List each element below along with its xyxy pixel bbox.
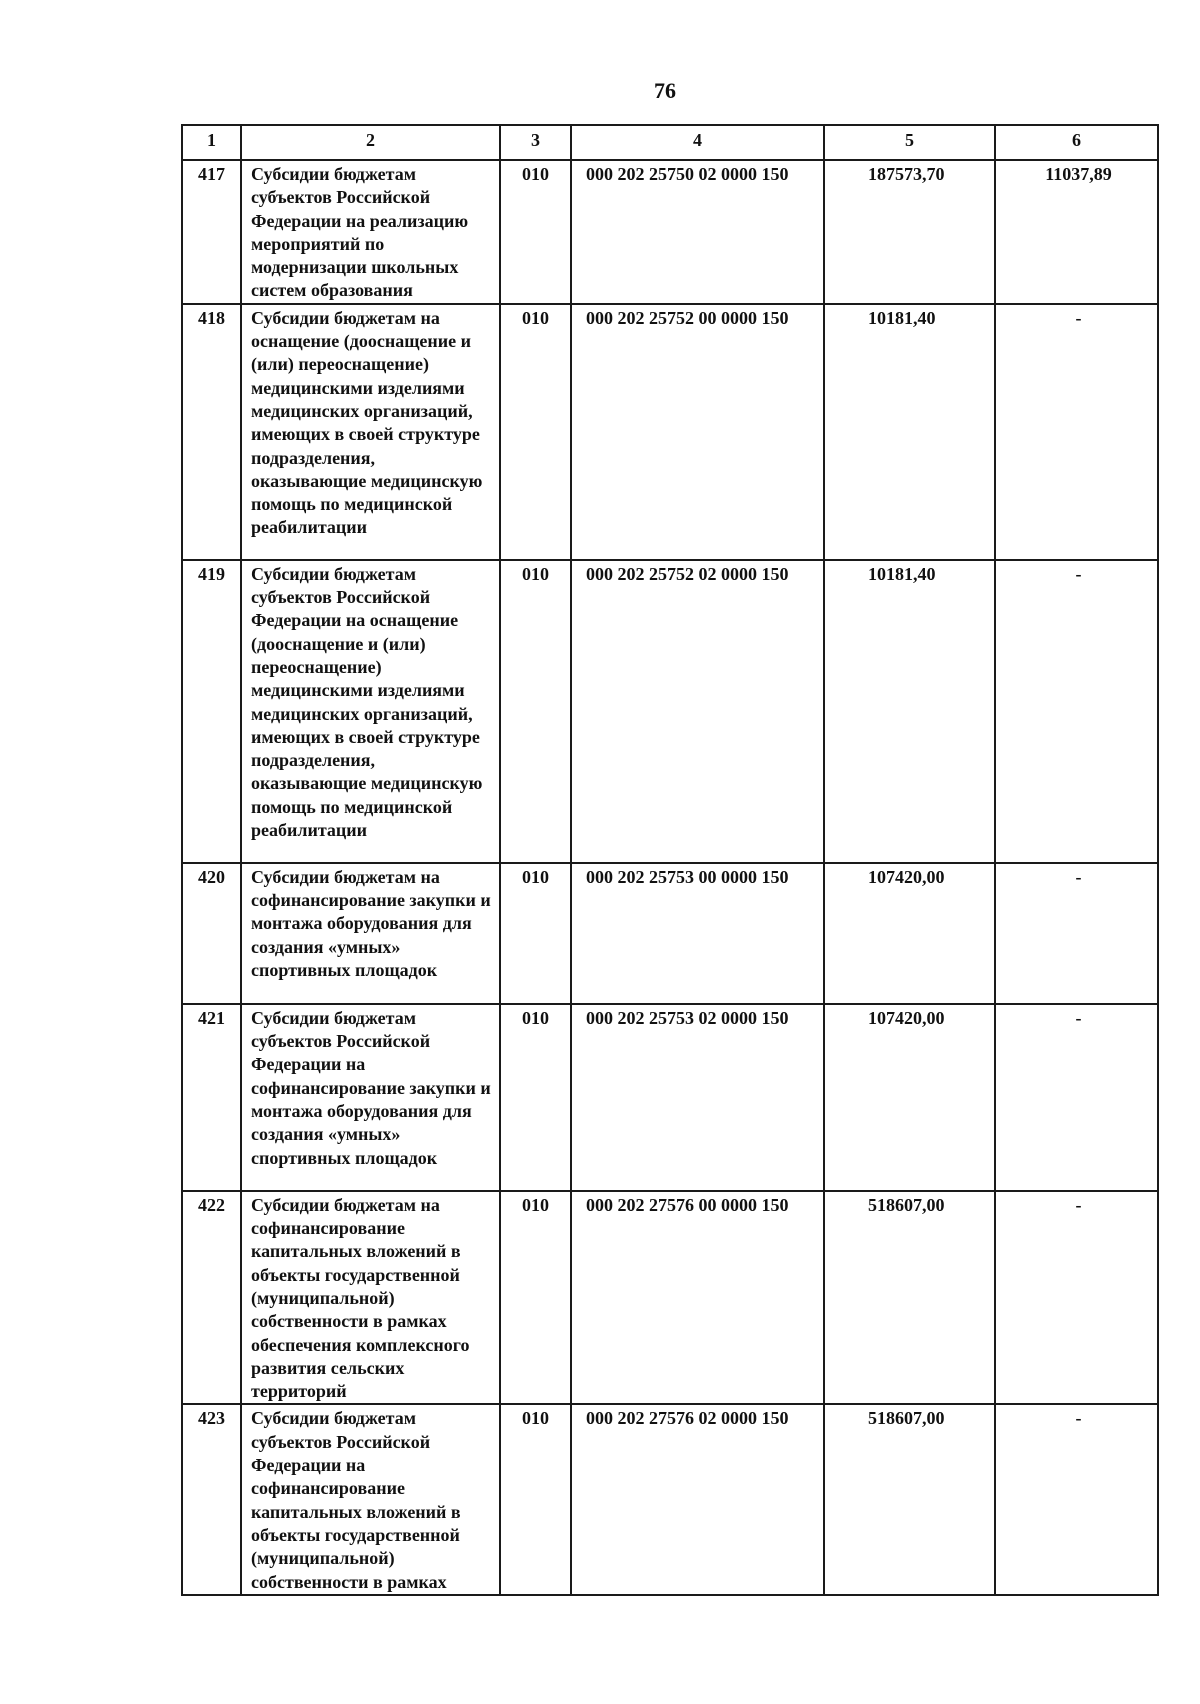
table-row [182, 863, 1158, 1004]
row-number: 419 [182, 560, 241, 863]
row-number: 417 [182, 160, 241, 304]
table-row [182, 1004, 1158, 1191]
row-admin-code: 010 [500, 1404, 571, 1594]
row-budget-code: 000 202 27576 00 0000 150 [571, 1191, 824, 1405]
row-description: Субсидии бюджетам субъектов Российской Федерации на реализацию мероприятий по модернизации школьных систем образования [241, 160, 500, 304]
row-description: Субсидии бюджетам субъектов Российской Федерации на софинансирование закупки и монтажа оборудования для создания «умных» спортивных площадок [241, 1004, 500, 1191]
row-description: Субсидии бюджетам на оснащение (дооснащение и (или) переоснащение) медицинскими изделиями медицинских организаций, имеющих в своей структуре подразделения, оказывающие медицинскую помощь по медицинской реабилитации [241, 304, 500, 560]
row-amount-col6: 11037,89 [995, 160, 1158, 304]
row-number: 423 [182, 1404, 241, 1594]
row-number: 420 [182, 863, 241, 1004]
row-admin-code: 010 [500, 160, 571, 304]
row-budget-code: 000 202 25753 02 0000 150 [571, 1004, 824, 1191]
row-amount-col5: 10181,40 [824, 560, 995, 863]
table-row [182, 160, 1158, 304]
row-admin-code: 010 [500, 863, 571, 1004]
column-header: 4 [571, 125, 824, 160]
header-row [182, 125, 1158, 160]
row-amount-col5: 187573,70 [824, 160, 995, 304]
page-number: 76 [654, 78, 676, 103]
row-admin-code: 010 [500, 1004, 571, 1191]
column-header: 3 [500, 125, 571, 160]
row-admin-code: 010 [500, 304, 571, 560]
row-description: Субсидии бюджетам субъектов Российской Федерации на софинансирование капитальных вложений в объекты государственной (муниципальной) собственности в рамках [241, 1404, 500, 1594]
table-row [182, 1191, 1158, 1405]
column-header: 1 [182, 125, 241, 160]
table-row [182, 560, 1158, 863]
row-amount-col5: 10181,40 [824, 304, 995, 560]
budget-table [181, 124, 1159, 1596]
row-amount-col5: 107420,00 [824, 863, 995, 1004]
row-amount-col5: 518607,00 [824, 1404, 995, 1594]
row-amount-col6: - [995, 560, 1158, 863]
table-row [182, 1404, 1158, 1594]
row-description: Субсидии бюджетам субъектов Российской Федерации на оснащение (дооснащение и (или) переоснащение) медицинскими изделиями медицинских организаций, имеющих в своей структуре подразделения, оказывающие медицинскую помощь по медицинской реабилитации [241, 560, 500, 863]
table-row [182, 304, 1158, 560]
row-number: 422 [182, 1191, 241, 1405]
row-budget-code: 000 202 25752 00 0000 150 [571, 304, 824, 560]
row-budget-code: 000 202 27576 02 0000 150 [571, 1404, 824, 1594]
row-budget-code: 000 202 25750 02 0000 150 [571, 160, 824, 304]
row-amount-col5: 518607,00 [824, 1191, 995, 1405]
row-amount-col6: - [995, 863, 1158, 1004]
row-amount-col6: - [995, 1191, 1158, 1405]
row-description: Субсидии бюджетам на софинансирование закупки и монтажа оборудования для создания «умных» спортивных площадок [241, 863, 500, 1004]
row-budget-code: 000 202 25752 02 0000 150 [571, 560, 824, 863]
row-admin-code: 010 [500, 560, 571, 863]
row-budget-code: 000 202 25753 00 0000 150 [571, 863, 824, 1004]
column-header: 6 [995, 125, 1158, 160]
row-admin-code: 010 [500, 1191, 571, 1405]
row-number: 418 [182, 304, 241, 560]
row-amount-col6: - [995, 1004, 1158, 1191]
row-amount-col5: 107420,00 [824, 1004, 995, 1191]
row-description: Субсидии бюджетам на софинансирование капитальных вложений в объекты государственной (муниципальной) собственности в рамках обеспечения комплексного развития сельских территорий [241, 1191, 500, 1405]
column-header: 5 [824, 125, 995, 160]
row-amount-col6: - [995, 1404, 1158, 1594]
row-amount-col6: - [995, 304, 1158, 560]
row-number: 421 [182, 1004, 241, 1191]
column-header: 2 [241, 125, 500, 160]
